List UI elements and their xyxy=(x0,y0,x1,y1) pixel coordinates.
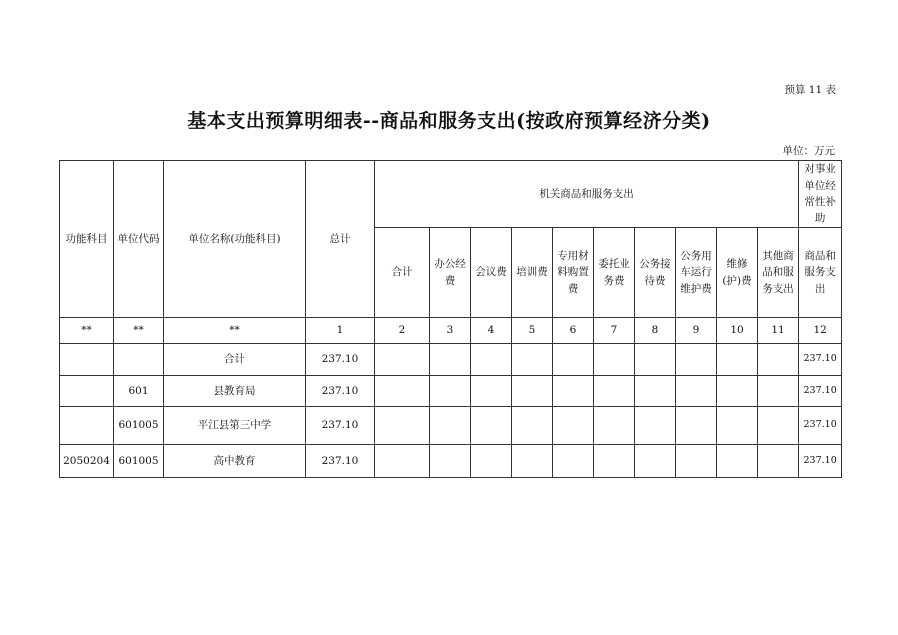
index-cell: 4 xyxy=(471,318,512,344)
row-total: 237.10 xyxy=(306,344,375,376)
row-subsidy: 237.10 xyxy=(799,407,842,445)
row-unit-name: 合计 xyxy=(164,344,306,376)
table-row xyxy=(60,445,842,478)
row-unit-code xyxy=(114,344,164,376)
header-col: 公务用车运行维护费 xyxy=(676,228,717,318)
index-cell: 9 xyxy=(676,318,717,344)
row-func-code: 2050204 xyxy=(60,445,114,478)
header-row-1 xyxy=(60,161,842,228)
header-col: 商品和服务支出 xyxy=(799,228,842,318)
budget-table xyxy=(59,160,842,478)
index-cell: 6 xyxy=(553,318,594,344)
index-cell: 12 xyxy=(799,318,842,344)
row-unit-name: 县教育局 xyxy=(164,376,306,407)
index-cell: 8 xyxy=(635,318,676,344)
header-col: 合计 xyxy=(375,228,430,318)
unit-label: 单位：万元 xyxy=(782,145,835,157)
header-col: 维修(护)费 xyxy=(717,228,758,318)
row-unit-code: 601005 xyxy=(114,445,164,478)
row-func-code xyxy=(60,376,114,407)
header-col: 委托业务费 xyxy=(594,228,635,318)
index-row xyxy=(60,318,842,344)
index-cell: 1 xyxy=(306,318,375,344)
row-unit-name: 高中教育 xyxy=(164,445,306,478)
row-func-code xyxy=(60,407,114,445)
index-cell: 10 xyxy=(717,318,758,344)
row-subsidy: 237.10 xyxy=(799,445,842,478)
header-unit-code: 单位代码 xyxy=(114,161,164,318)
header-unit-name: 单位名称(功能科目) xyxy=(164,161,306,318)
index-cell: ** xyxy=(60,318,114,344)
header-col: 专用材料购置费 xyxy=(553,228,594,318)
row-subsidy: 237.10 xyxy=(799,344,842,376)
row-total: 237.10 xyxy=(306,376,375,407)
row-unit-code: 601 xyxy=(114,376,164,407)
row-unit-code: 601005 xyxy=(114,407,164,445)
table-row xyxy=(60,344,842,376)
table-row xyxy=(60,376,842,407)
row-unit-name: 平江县第三中学 xyxy=(164,407,306,445)
form-number: 预算 11 表 xyxy=(784,84,836,96)
index-cell: ** xyxy=(114,318,164,344)
table-row xyxy=(60,407,842,445)
header-col: 其他商品和服务支出 xyxy=(758,228,799,318)
row-total: 237.10 xyxy=(306,407,375,445)
index-cell: 11 xyxy=(758,318,799,344)
index-cell: 5 xyxy=(512,318,553,344)
index-cell: 7 xyxy=(594,318,635,344)
header-total: 总计 xyxy=(306,161,375,318)
header-func-subject: 功能科目 xyxy=(60,161,114,318)
header-col: 办公经费 xyxy=(430,228,471,318)
header-col: 培训费 xyxy=(512,228,553,318)
header-col: 会议费 xyxy=(471,228,512,318)
index-cell: ** xyxy=(164,318,306,344)
index-cell: 2 xyxy=(375,318,430,344)
header-col: 公务接待费 xyxy=(635,228,676,318)
index-cell: 3 xyxy=(430,318,471,344)
row-func-code xyxy=(60,344,114,376)
row-subsidy: 237.10 xyxy=(799,376,842,407)
row-total: 237.10 xyxy=(306,445,375,478)
header-group-subsidy: 对事业单位经常性补助 xyxy=(799,161,842,228)
header-group-org: 机关商品和服务支出 xyxy=(375,161,799,228)
page-title: 基本支出预算明细表--商品和服务支出(按政府预算经济分类) xyxy=(187,110,711,132)
